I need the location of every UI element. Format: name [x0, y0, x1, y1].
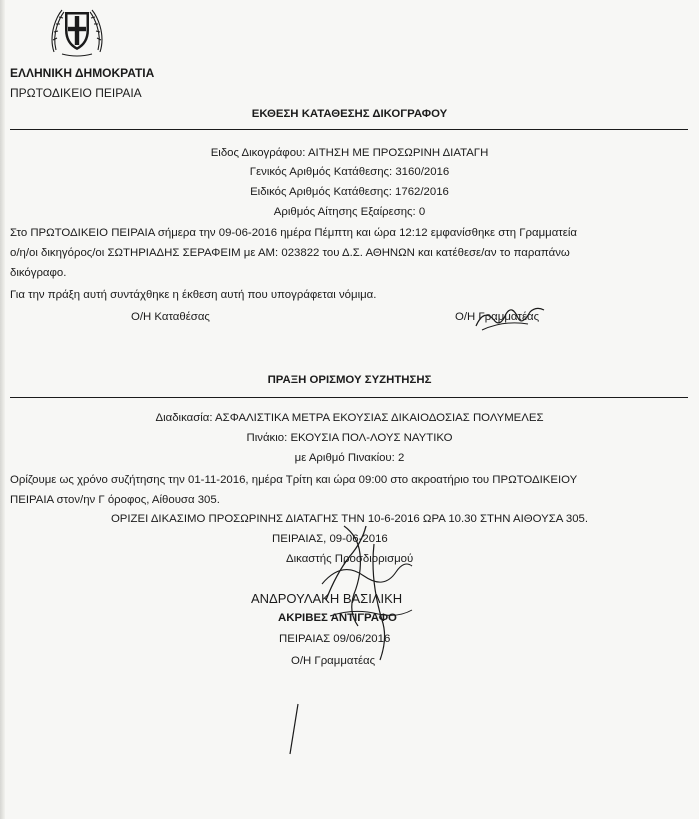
place-date: ΠΕΙΡΑΙΑΣ, 09-06-2016 — [272, 533, 388, 545]
filing-body-line: Στο ΠΡΩΤΟΔΙΚΕΙΟ ΠΕΙΡΑΙΑ σήμερα την 09-06-2016 ημέρα Πέμπτη και ώρα 12:12 εμφανίσθηκε στη Γραμματεία — [10, 227, 578, 239]
divider — [10, 397, 688, 398]
docket: Πινάκιο: ΕΚΟΥΣΙΑ ΠΟΛ-ΛΟΥΣ ΝΑΥΤΙΚΟ — [246, 432, 453, 444]
judge-role: Δικαστής Προσδιορισμού — [286, 553, 414, 565]
hearing-body-line: Ορίζουμε ως χρόνο συζήτησης την 01-11-2016, ημέρα Τρίτη και ώρα 09:00 στο ακροατήριο του ΠΡΩΤΟΔΙΚΕΙΟΥ — [10, 474, 578, 486]
copy-secretary: Ο/Η Γραμματέας — [291, 655, 376, 667]
filing-body-line: δικόγραφο. — [10, 267, 67, 279]
header-court: ΠΡΩΤΟΔΙΚΕΙΟ ΠΕΙΡΑΙΑ — [10, 86, 142, 100]
hearing-title: ΠΡΑΞΗ ΟΡΙΣΜΟΥ ΣΥΖΗΤΗΣΗΣ — [267, 374, 432, 386]
hearing-body-line: ΠΕΙΡΑΙΑ στον/ην Γ όροφος, Αίθουσα 305. — [10, 494, 220, 506]
order-line: ΟΡΙΖΕΙ ΔΙΚΑΣΙΜΟ ΠΡΟΣΩΡΙΝΗΣ ΔΙΑΤΑΓΗΣ ΤΗΝ 10-6-2016 ΩΡΑ 10.30 ΣΤΗΝ ΑΙΘΟΥΣΑ 305. — [110, 513, 589, 525]
pen-mark — [280, 700, 310, 760]
depositor-label: Ο/Η Καταθέσας — [131, 311, 210, 323]
filing-title: ΕΚΘΕΣΗ ΚΑΤΑΘΕΣΗΣ ΔΙΚΟΓΡΑΦΟΥ — [251, 108, 448, 120]
secretary-label: Ο/Η Γραμματέας — [455, 311, 540, 323]
scan-edge-shadow — [0, 0, 5, 819]
exemption-number: Αριθμός Αίτησης Εξαίρεσης: 0 — [273, 206, 426, 218]
doc-type: Ειδος Δικογράφου: ΑΙΤΗΣΗ ΜΕ ΠΡΟΣΩΡΙΝΗ ΔΙΑΤΑΓΗ — [210, 147, 489, 159]
secretary-signature — [470, 300, 550, 336]
copy-place-date: ΠΕΙΡΑΙΑΣ 09/06/2016 — [279, 633, 391, 645]
header-country: ΕΛΛΗΝΙΚΗ ΔΗΜΟΚΡΑΤΙΑ — [10, 66, 155, 80]
general-number: Γενικός Αριθμός Κατάθεσης: 3160/2016 — [249, 166, 450, 178]
procedure: Διαδικασία: ΑΣΦΑΛΙΣΤΙΚΑ ΜΕΤΡΑ ΕΚΟΥΣΙΑΣ ΔΙΚΑΙΟΔΟΣΙΑΣ ΠΟΛΥΜΕΛΕΣ — [155, 412, 544, 424]
specific-number: Ειδικός Αριθμός Κατάθεσης: 1762/2016 — [250, 186, 449, 198]
filing-closing: Για την πράξη αυτή συντάχθηκε η έκθεση αυτή που υπογράφεται νόμιμα. — [10, 289, 377, 301]
judge-name: ΑΝΔΡΟΥΛΑΚΗ ΒΑΣΙΛΙΚΗ — [251, 591, 403, 606]
divider — [10, 129, 688, 130]
copy-title: ΑΚΡΙΒΕΣ ΑΝΤΙΓΡΑΦΟ — [278, 612, 397, 624]
docket-number: με Αριθμό Πινακίου: 2 — [294, 452, 405, 464]
filing-body-line: ο/η/οι δικηγόρος/οι ΣΩΤΗΡΙΑΔΗΣ ΣΕΡΑΦΕΙΜ με ΑΜ: 023822 του Δ.Σ. ΑΘΗΝΩΝ και κατέθεσε/αν το παραπάνω — [10, 247, 570, 259]
hellenic-emblem-icon — [48, 0, 106, 58]
